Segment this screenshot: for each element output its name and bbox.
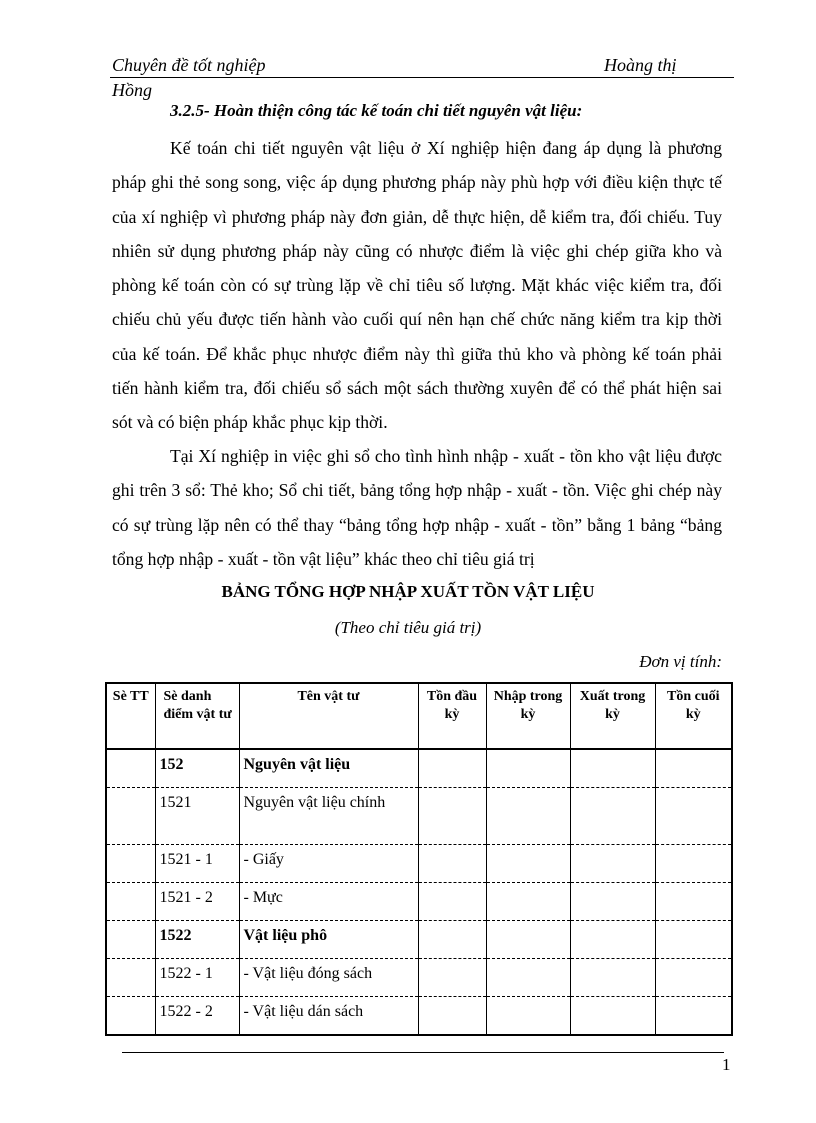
row-name: Nguyên vật liệu [239,749,418,788]
table-header-row [106,683,732,749]
row-code: 1522 - 2 [155,997,239,1036]
header-import: Nhập trong kỳ [486,683,570,749]
table-title: BẢNG TỔNG HỢP NHẬP XUẤT TỒN VẬT LIỆU [221,582,595,601]
header-left: Chuyên đề tốt nghiệp [112,55,266,75]
table-row [106,845,732,883]
row-name: Vật liệu phô [239,921,418,959]
table-row [106,959,732,997]
row-name: - Vật liệu dán sách [239,997,418,1036]
header-right-wrap: Hồng [112,80,152,100]
header-name: Tên vật tư [239,683,418,749]
row-code: 1522 [155,921,239,959]
page-number: 1 [722,1055,731,1074]
header-divider [110,77,734,78]
paragraph-1 [112,131,722,440]
section-title: 3.2.5- Hoàn thiện công tác kế toán chi tiết nguyên vật liệu: [170,101,583,120]
header-opening: Tồn đầu kỳ [418,683,486,749]
footer-divider [122,1052,724,1053]
header-stt: Sè TT [106,683,155,749]
header-export: Xuất trong kỳ [570,683,655,749]
row-name: - Vật liệu đóng sách [239,959,418,997]
paragraph-2-text: Tại Xí nghiệp in việc ghi sổ cho tình hình nhập - xuất - tồn kho vật liệu được ghi trên 3 sổ: Thẻ kho; Sổ chi tiết, bảng tổng hợp nhập - xuất - tồn. Việc ghi chép này có sự trùng lặp nên có thể thay “bảng tổng hợp nhập - xuất - tồn” bằng 1 bảng “bảng tổng hợp nhập - xuất - tồn vật liệu” khác theo chỉ tiêu giá trị [112,446,722,569]
table-row [106,749,732,788]
row-name: Nguyên vật liệu chính [239,788,418,845]
row-name: - Giấy [239,845,418,883]
header-right: Hoàng thị [604,55,677,75]
row-code: 1521 - 2 [155,883,239,921]
row-code: 1521 - 1 [155,845,239,883]
row-code: 1522 - 1 [155,959,239,997]
table-row [106,997,732,1036]
row-code: 152 [155,749,239,788]
table-row [106,883,732,921]
row-name: - Mực [239,883,418,921]
row-code: 1521 [155,788,239,845]
table-subtitle: (Theo chỉ tiêu giá trị) [334,618,482,637]
table-row [106,788,732,845]
header-code: Sè danh điểm vật tư [155,683,239,749]
table-row [106,921,732,959]
paragraph-1-text: Kế toán chi tiết nguyên vật liệu ở Xí nghiệp hiện đang áp dụng là phương pháp ghi thẻ song song, việc áp dụng phương pháp này phù hợp với điều kiện thực tế của xí nghiệp vì phương pháp này đơn giản, dễ thực hiện, dễ kiểm tra, đối chiếu. Tuy nhiên sử dụng phương pháp này cũng có nhược điểm là việc ghi chép giữa kho và phòng kế toán còn có sự trùng lặp về chỉ tiêu số lượng. Mặt khác việc kiểm tra, đối chiếu chủ yếu được tiến hành vào cuối quí nên hạn chế chức năng kiểm tra kịp thời của kế toán. Để khắc phục nhược điểm này thì giữa thủ kho và phòng kế toán phải tiến hành kiểm tra, đối chiếu sổ sách một sách thường xuyên để có thể phát hiện sai sót và có biện pháp khắc phục kịp thời. [112,138,722,433]
unit-label: Đơn vị tính: [639,652,722,671]
material-summary-table [105,682,733,1036]
header-closing: Tồn cuối kỳ [655,683,732,749]
paragraph-2 [112,439,722,576]
